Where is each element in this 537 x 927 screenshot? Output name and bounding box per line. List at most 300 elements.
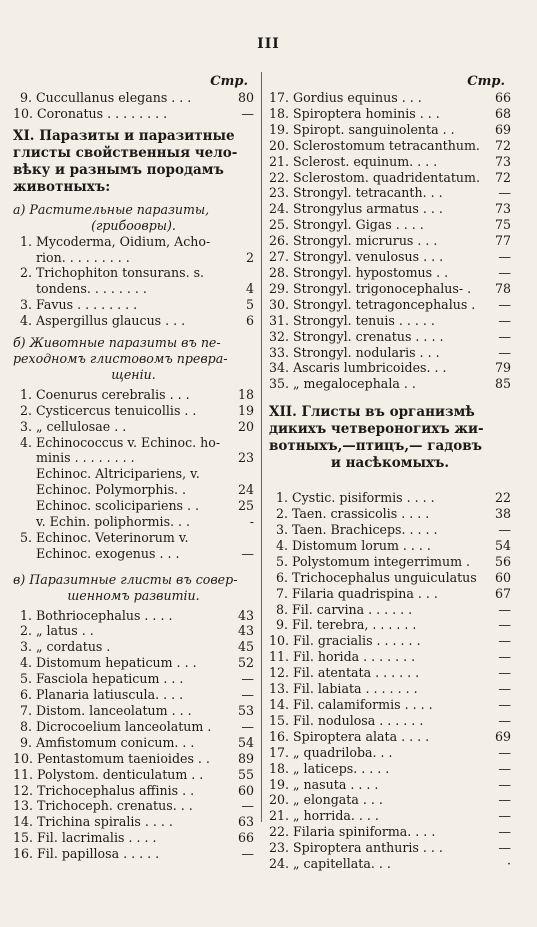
entry-title: Fasciola hepaticum . . . — [36, 671, 184, 687]
column-divider — [261, 72, 262, 822]
index-entry — [13, 387, 254, 403]
entry-number: 3. — [19, 418, 32, 434]
index-entry — [269, 633, 511, 649]
entry-title: Echinoc. exogenus . . . — [36, 545, 180, 561]
index-entry — [13, 671, 254, 687]
entry-title: „ laticeps. . . . . — [293, 760, 390, 776]
index-entry — [269, 840, 511, 856]
entry-title: Fil. papillosa . . . . . — [37, 846, 160, 862]
index-entry — [13, 265, 254, 281]
entry-page: 69 — [494, 121, 511, 137]
index-entry — [13, 106, 254, 122]
entry-page: 72 — [494, 169, 511, 185]
entry-page: · — [506, 856, 511, 872]
entry-number: 14. — [13, 814, 34, 830]
entry-page: — — [498, 665, 511, 681]
index-entry — [269, 249, 511, 265]
entry-title: Aspergillus glaucus . . . — [36, 313, 186, 329]
entry-page: — — [241, 687, 254, 703]
entry-page: — — [498, 312, 511, 328]
entry-number: 8. — [275, 601, 288, 617]
entry-page: 69 — [494, 728, 511, 744]
entry-title: Sclerostom. quadridentatum. — [293, 169, 480, 185]
entry-title: „ megalocephala . . — [293, 376, 416, 392]
entry-page — [233, 435, 254, 451]
entry-number: 16. — [13, 846, 34, 862]
entry-title: Planaria latiuscula. . . . — [36, 687, 184, 703]
entry-number: 4. — [275, 537, 288, 553]
page-column-header: Стр. — [467, 74, 505, 89]
entry-title: Trichina spiralis . . . . — [37, 814, 173, 830]
index-entry — [269, 376, 511, 392]
entry-title: Echinoc. Altricipariens, v. — [36, 466, 200, 482]
entry-number — [13, 250, 36, 266]
index-entry — [269, 297, 511, 313]
entry-number: 20. — [269, 792, 290, 808]
entry-page: 54 — [237, 734, 254, 750]
entry-number: 24. — [269, 201, 290, 217]
entry-title: minis . . . . . . . . — [36, 450, 135, 466]
index-entry — [13, 297, 254, 313]
entry-page: 5 — [245, 297, 254, 313]
subsection-line: а) Растительные паразиты, — [13, 201, 210, 217]
entry-page: 38 — [494, 506, 511, 522]
entry-title: Favus . . . . . . . . — [36, 297, 138, 313]
entry-number: 34. — [269, 360, 290, 376]
entry-number: 26. — [269, 233, 290, 249]
entry-title: Trichophiton tonsurans. s. — [36, 265, 205, 281]
subsection-v-list — [13, 608, 254, 863]
section-xii-line: вотныхъ,—птицъ,— гадовъ — [269, 438, 483, 455]
section-xii-line: и насѣкомыхъ. — [330, 455, 450, 472]
entry-title: Coenurus cerebralis . . . — [36, 386, 190, 402]
index-entry — [269, 649, 511, 665]
entry-title: Fil. gracialis . . . . . . — [293, 633, 421, 649]
index-entry — [13, 655, 254, 671]
entry-number — [13, 514, 36, 530]
entry-page: — — [498, 681, 511, 697]
entry-title: Gordius equinus . . . — [293, 90, 422, 105]
entry-page: 25 — [237, 498, 254, 514]
entry-page: 72 — [494, 137, 511, 153]
entry-number: 21. — [269, 153, 290, 169]
entry-page: 66 — [494, 90, 511, 105]
index-entry — [13, 798, 254, 814]
entry-page: — — [241, 545, 254, 561]
index-entry — [13, 281, 254, 297]
section-xii-line: XII. Глисты въ организмѣ — [269, 404, 475, 421]
entry-number: 14. — [269, 697, 290, 712]
entry-title: Strongyl. micrurus . . . — [293, 233, 438, 249]
index-entry — [269, 122, 511, 138]
index-entry — [13, 751, 254, 767]
entry-title: „ capitellata. . . — [293, 856, 391, 872]
entry-title: Spiroptera hominis . . . — [293, 105, 440, 121]
entry-page: 20 — [237, 418, 254, 434]
index-entry — [269, 233, 511, 249]
index-entry — [269, 745, 511, 761]
entry-title: Trichocephalus affinis . . — [37, 782, 195, 798]
index-entry — [269, 602, 511, 618]
entry-page: — — [498, 633, 511, 649]
entry-title: Echinococcus v. Echinoc. ho- — [36, 434, 221, 450]
index-entry — [13, 735, 254, 751]
entry-number: 6. — [275, 569, 288, 585]
entry-number: 32. — [269, 328, 290, 344]
index-entry — [269, 329, 511, 345]
entry-number: 3. — [275, 522, 288, 538]
entry-title: Strongyl. nodularis . . . — [293, 344, 440, 360]
entry-page: — — [241, 105, 254, 121]
entry-title: Ascaris lumbricoides. . . — [293, 360, 447, 376]
entry-page: 80 — [237, 90, 254, 105]
entry-page: 52 — [237, 655, 254, 671]
entry-page: 75 — [494, 217, 511, 233]
index-entry — [13, 546, 254, 562]
entry-page: 60 — [494, 569, 511, 585]
subsection-line: реходномъ глистовомъ превра- — [13, 350, 228, 366]
entry-number: 35. — [269, 376, 290, 392]
index-entry — [269, 138, 511, 154]
index-entry — [13, 466, 254, 482]
entry-title: Echinoc. Polymorphis. . — [36, 482, 187, 498]
index-entry — [269, 360, 511, 376]
subsection-b-heading — [13, 335, 254, 383]
index-entry — [269, 265, 511, 281]
index-entry — [13, 498, 254, 514]
entry-page: 79 — [494, 360, 511, 376]
index-entry — [269, 506, 511, 522]
index-entry — [269, 154, 511, 170]
entry-number — [13, 281, 36, 297]
index-entry — [269, 681, 511, 697]
entry-title: Echinoc. scolicipariens . . — [36, 498, 200, 514]
subsection-line: б) Животные паразиты въ пе- — [13, 335, 221, 351]
entry-title: Strongylus armatus . . . — [293, 201, 443, 217]
entry-title: Fil. nodulosa . . . . . . — [293, 712, 424, 728]
entry-title: rion. . . . . . . . . — [36, 249, 130, 265]
entry-page: 53 — [237, 703, 254, 718]
entry-page: — — [498, 824, 511, 840]
entry-title: Dicrocoelium lanceolatum . — [36, 718, 212, 734]
entry-page: 54 — [494, 537, 511, 553]
entry-number: 5. — [19, 529, 32, 545]
entry-number: 13. — [13, 798, 34, 814]
left-top-list — [13, 90, 254, 122]
entry-title: Polystomum integerrimum . — [292, 553, 471, 569]
entry-page: — — [498, 601, 511, 617]
index-entry — [13, 623, 254, 639]
right-top-list — [269, 90, 511, 392]
index-entry — [13, 830, 254, 846]
subsection-a-heading — [13, 202, 254, 234]
entry-number: 10. — [13, 105, 34, 121]
entry-number: 10. — [13, 750, 34, 766]
index-entry — [13, 639, 254, 655]
section-xii-line: дикихъ четвероногихъ жи- — [269, 421, 484, 438]
entry-title: Pentastomum taenioides . . — [37, 750, 210, 766]
entry-number: 4. — [19, 434, 32, 450]
entry-page: — — [498, 744, 511, 760]
index-entry — [269, 697, 511, 713]
index-entry — [269, 90, 511, 106]
entry-page: 67 — [494, 585, 511, 601]
entry-page: 77 — [494, 233, 511, 249]
entry-title: „ latus . . — [36, 623, 94, 639]
entry-title: Trichoceph. crenatus. . . — [37, 798, 193, 814]
entry-title: „ horrida. . . . — [293, 808, 379, 824]
entry-number: 4. — [19, 655, 32, 671]
entry-title: Trichocephalus unguiculatus — [292, 569, 477, 585]
section-xi-line: животныхъ: — [13, 178, 111, 195]
entry-number: 16. — [269, 728, 290, 744]
entry-title: Strongyl. Gigas . . . . — [293, 217, 424, 233]
entry-title: Strongyl. trigonocephalus- . — [293, 280, 472, 296]
entry-page: 6 — [245, 313, 254, 329]
index-entry — [13, 703, 254, 719]
entry-page — [233, 234, 254, 250]
entry-title: Filaria quadrispina . . . — [292, 585, 438, 601]
entry-page: 23 — [237, 450, 254, 466]
entry-number: 31. — [269, 312, 290, 328]
entry-number: 1. — [19, 607, 32, 623]
entry-title: „ elongata . . . — [293, 792, 383, 808]
index-entry — [13, 313, 254, 329]
entry-number: 19. — [269, 121, 290, 137]
entry-number: 1. — [19, 386, 32, 402]
entry-title: Echinoc. Veterinorum v. — [36, 529, 189, 545]
entry-title: Strongyl. tetragoncephalus . — [293, 296, 476, 312]
entry-page: — — [498, 712, 511, 728]
entry-number — [13, 466, 36, 482]
entry-title: Cystic. pisiformis . . . . — [292, 490, 435, 506]
index-entry — [269, 856, 511, 872]
index-entry — [13, 419, 254, 435]
entry-page: 45 — [237, 639, 254, 655]
right-column — [269, 74, 511, 872]
index-entry — [269, 345, 511, 361]
entry-page: 24 — [237, 482, 254, 498]
section-xi-line: XI. Паразиты и паразитные — [13, 127, 235, 144]
entry-title: Distomum lorum . . . . — [292, 537, 431, 553]
entry-title: v. Echin. poliphormis. . . — [36, 514, 191, 530]
entry-page: 43 — [237, 607, 254, 623]
entry-number: 27. — [269, 249, 290, 265]
entry-number: 3. — [19, 639, 32, 655]
subsection-v-heading — [13, 572, 254, 604]
entry-page: 4 — [245, 281, 254, 297]
entry-number: 13. — [269, 681, 290, 697]
index-entry — [269, 570, 511, 586]
entry-title: Fil. terebra, . . . . . . — [292, 617, 417, 633]
entry-page: — — [498, 249, 511, 265]
entry-page: — — [498, 760, 511, 776]
entry-page: 18 — [237, 386, 254, 402]
entry-number: 18. — [269, 105, 290, 121]
entry-title: Spiroptera anthuris . . . — [293, 840, 443, 856]
index-entry — [269, 761, 511, 777]
index-entry — [13, 846, 254, 862]
entry-number: 29. — [269, 280, 290, 296]
index-entry — [269, 729, 511, 745]
index-entry — [269, 586, 511, 602]
subsection-line: щеніи. — [111, 366, 156, 382]
entry-page: 78 — [494, 280, 511, 296]
entry-title: Taen. Brachiceps. . . . . — [292, 522, 438, 538]
entry-number — [13, 546, 36, 562]
index-entry — [269, 777, 511, 793]
entry-number: 8. — [19, 718, 32, 734]
section-xii-heading — [269, 404, 511, 472]
entry-title: Distom. lanceolatum . . . — [36, 703, 192, 718]
index-entry — [269, 538, 511, 554]
entry-page: — — [498, 522, 511, 538]
entry-number: 2. — [19, 623, 32, 639]
entry-page: — — [498, 296, 511, 312]
entry-page: — — [498, 344, 511, 360]
entry-number: 17. — [269, 90, 290, 105]
index-entry — [13, 530, 254, 546]
entry-title: Fil. atentata . . . . . . — [293, 665, 420, 681]
subsection-b-list — [13, 387, 254, 562]
entry-page: — — [241, 798, 254, 814]
entry-page: — — [498, 808, 511, 824]
entry-page: — — [498, 840, 511, 856]
entry-page: 22 — [494, 490, 511, 506]
entry-title: Coronatus . . . . . . . . — [37, 105, 168, 121]
entry-number: 12. — [269, 665, 290, 681]
index-entry — [269, 281, 511, 297]
index-entry — [13, 687, 254, 703]
entry-page: 89 — [237, 750, 254, 766]
entry-title: Strongyl. hypostomus . . — [293, 264, 449, 280]
entry-number: 4. — [19, 313, 32, 329]
entry-number: 33. — [269, 344, 290, 360]
index-entry — [13, 435, 254, 451]
entry-page: — — [498, 649, 511, 665]
index-entry — [13, 814, 254, 830]
entry-number: 25. — [269, 217, 290, 233]
index-entry — [269, 106, 511, 122]
entry-title: Mycoderma, Oidium, Acho- — [36, 233, 211, 249]
entry-number: 28. — [269, 264, 290, 280]
section-xi-line: глисты свойственныя чело- — [13, 144, 238, 161]
entry-number: 30. — [269, 296, 290, 312]
entry-number: 15. — [269, 712, 290, 728]
entry-number: 5. — [19, 671, 32, 687]
entry-title: Strongyl. tetracanth. . . — [293, 185, 443, 201]
entry-page: 43 — [237, 623, 254, 639]
entry-page: 68 — [494, 105, 511, 121]
entry-title: Cuccullanus elegans . . . — [36, 90, 192, 105]
index-entry — [269, 792, 511, 808]
subsection-line: в) Паразитные глисты въ совер- — [13, 571, 238, 587]
entry-page — [233, 466, 254, 482]
entry-number: 11. — [13, 766, 34, 782]
entry-number: 18. — [269, 760, 290, 776]
entry-number: 2. — [19, 265, 32, 281]
entry-number: 11. — [269, 649, 290, 665]
entry-number: 7. — [19, 703, 32, 718]
section-xi-line: вѣку и разнымъ породамъ — [13, 161, 224, 178]
entry-number: 19. — [269, 776, 290, 792]
index-entry — [13, 608, 254, 624]
section-xi-heading — [13, 128, 254, 196]
entry-page: — — [498, 264, 511, 280]
entry-number — [13, 482, 36, 498]
entry-page: 19 — [237, 402, 254, 418]
entry-title: tondens. . . . . . . . — [36, 281, 147, 297]
index-entry — [13, 767, 254, 783]
entry-page — [233, 530, 254, 546]
index-entry — [13, 403, 254, 419]
index-entry — [13, 719, 254, 735]
entry-page: — — [498, 776, 511, 792]
entry-title: Fil. carvina . . . . . . — [292, 601, 413, 617]
entry-title: Spiropt. sanguinolenta . . — [293, 121, 455, 137]
entry-number: 1. — [19, 233, 32, 249]
index-entry — [269, 170, 511, 186]
entry-number: 3. — [19, 297, 32, 313]
entry-number: 9. — [275, 617, 288, 633]
entry-number: 20. — [269, 137, 290, 153]
index-entry — [13, 90, 254, 106]
entry-title: Sclerost. equinum. . . . — [293, 153, 438, 169]
entry-number: 1. — [275, 490, 288, 506]
entry-page: — — [498, 328, 511, 344]
index-entry — [13, 234, 254, 250]
index-entry — [269, 185, 511, 201]
index-entry — [269, 522, 511, 538]
entry-title: Sclerostomum tetracanthum. — [293, 137, 480, 153]
entry-title: Strongyl. tenuis . . . . . — [293, 312, 435, 328]
entry-page: — — [241, 718, 254, 734]
entry-title: Polystom. denticulatum . . — [37, 766, 204, 782]
index-entry — [269, 824, 511, 840]
index-entry — [13, 783, 254, 799]
entry-number: 9. — [19, 90, 32, 105]
entry-title: Strongyl. crenatus . . . . — [293, 328, 444, 344]
entry-number: 12. — [13, 782, 34, 798]
index-entry — [269, 808, 511, 824]
subsection-line: шенномъ развитіи. — [67, 587, 200, 603]
index-entry — [269, 313, 511, 329]
index-entry — [269, 665, 511, 681]
entry-number: 15. — [13, 830, 34, 846]
index-entry — [13, 514, 254, 530]
entry-page: 55 — [237, 766, 254, 782]
index-entry — [269, 490, 511, 506]
entry-title: „ cordatus . — [36, 639, 111, 655]
entry-page: 73 — [494, 153, 511, 169]
subsection-line: (грибоовры). — [91, 217, 176, 233]
left-column — [13, 74, 254, 862]
index-entry — [13, 450, 254, 466]
entry-page: — — [498, 697, 511, 712]
entry-page: — — [241, 671, 254, 687]
entry-number — [13, 450, 36, 466]
entry-page: 56 — [494, 553, 511, 569]
entry-number: 7. — [275, 585, 288, 601]
entry-page: — — [498, 617, 511, 633]
entry-title: Filaria spiniforma. . . . — [293, 824, 436, 840]
index-entry — [269, 713, 511, 729]
entry-title: Strongyl. venulosus . . . — [293, 249, 444, 265]
page-number: III — [257, 36, 280, 52]
page-column-header: Стр. — [210, 74, 248, 89]
entry-title: Taen. crassicolis . . . . — [292, 506, 430, 522]
entry-title: Spiroptera alata . . . . — [293, 728, 430, 744]
